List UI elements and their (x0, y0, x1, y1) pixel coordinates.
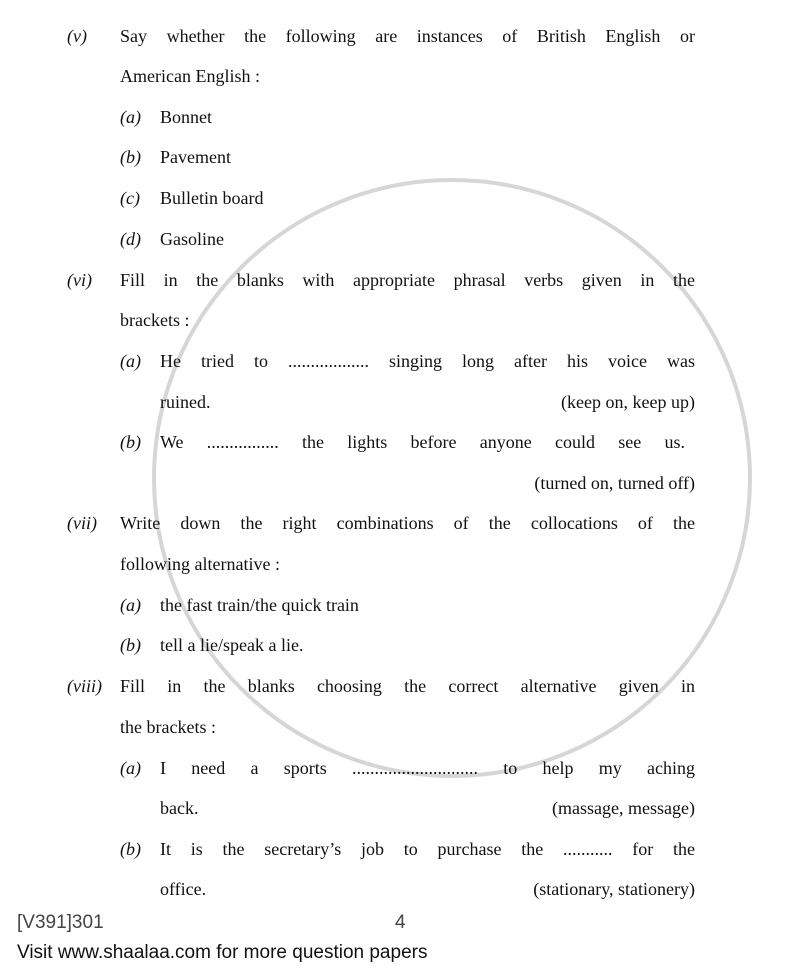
question-text: Fill in the blanks choosing the correct alternative given in (120, 676, 695, 696)
item-hint: (turned on, turned off) (534, 473, 695, 493)
question-label-vii: (vii) (67, 513, 97, 533)
item-text: ruined. (160, 392, 211, 412)
item-text: We ................ the lights before anyone could see us. (160, 432, 685, 452)
item-label: (b) (120, 147, 141, 167)
item-label: (b) (120, 635, 141, 655)
item-label: (c) (120, 188, 140, 208)
item-text: back. (160, 798, 199, 818)
item-label: (a) (120, 351, 141, 371)
item-label: (a) (120, 758, 141, 778)
item-text: Bonnet (160, 107, 212, 127)
page-number: 4 (395, 912, 406, 933)
item-text: He tried to .................. singing long after his voice was (160, 351, 695, 371)
question-text: Write down the right combinations of the collocations of the (120, 513, 695, 533)
item-label: (b) (120, 432, 141, 452)
question-text: following alternative : (120, 554, 280, 574)
item-text: Pavement (160, 147, 231, 167)
item-text: office. (160, 879, 207, 899)
question-text: American English : (120, 66, 260, 86)
question-text: brackets : (120, 310, 190, 330)
item-label: (a) (120, 595, 141, 615)
item-text: Bulletin board (160, 188, 264, 208)
item-hint: (massage, message) (552, 798, 695, 818)
item-text: tell a lie/speak a lie. (160, 635, 304, 655)
item-label: (a) (120, 107, 141, 127)
item-hint: (keep on, keep up) (561, 392, 695, 412)
item-text: Gasoline (160, 229, 224, 249)
item-label: (d) (120, 229, 141, 249)
item-hint: (stationary, stationery) (533, 879, 695, 899)
question-label-viii: (viii) (67, 676, 102, 696)
paper-code: [V391]301 (17, 912, 104, 933)
question-text: Fill in the blanks with appropriate phrasal verbs given in the (120, 270, 695, 290)
item-text: It is the secretary’s job to purchase the ........... for the (160, 839, 695, 859)
question-text: the brackets : (120, 717, 216, 737)
question-label-vi: (vi) (67, 270, 92, 290)
item-text: the fast train/the quick train (160, 595, 359, 615)
item-label: (b) (120, 839, 141, 859)
item-text: I need a sports ............................ to help my aching (160, 758, 695, 778)
question-label-v: (v) (67, 26, 87, 46)
question-text: Say whether the following are instances of British English or (120, 26, 695, 46)
visit-link[interactable]: Visit www.shaalaa.com for more question papers (17, 942, 428, 963)
